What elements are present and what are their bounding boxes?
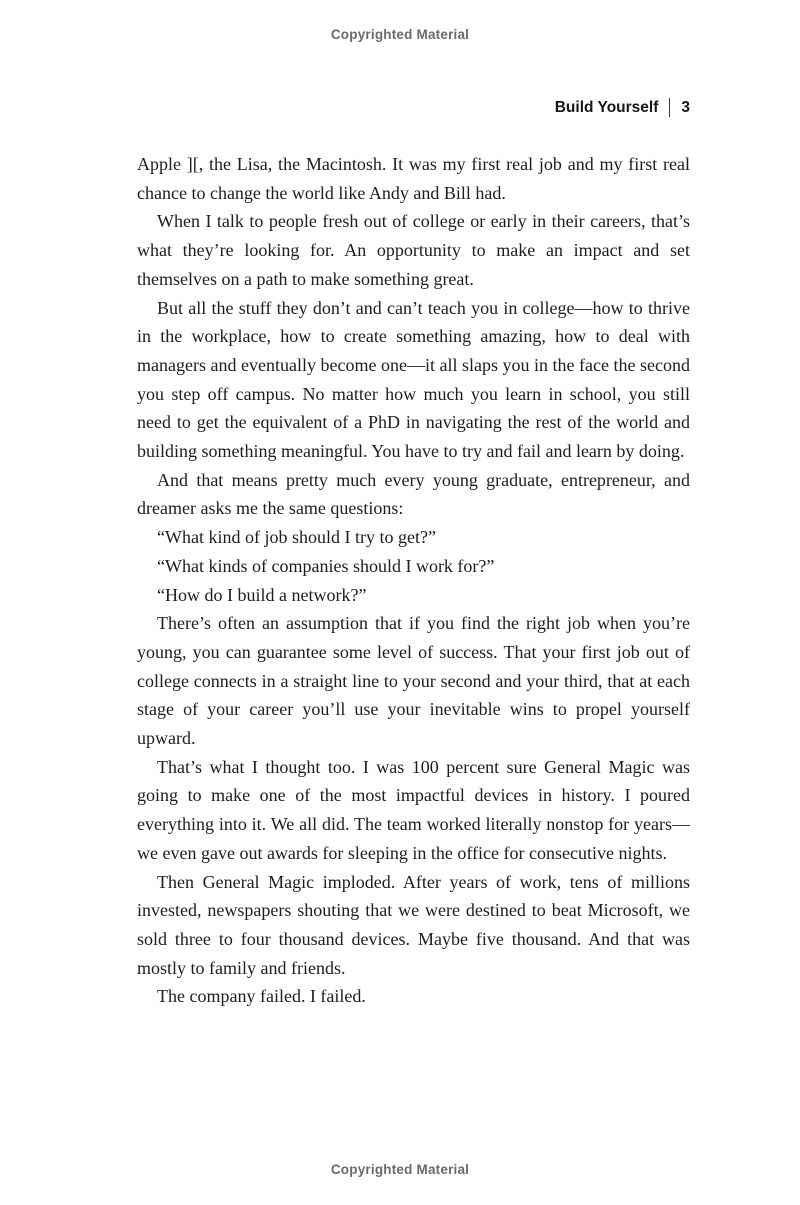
paragraph: But all the stuff they don’t and can’t teach you in college—how to thrive in the workplace, how to create something amazing, how to deal with managers and eventually become one—it all slaps you in the face the second you step off campus. No matter how much you learn in school, you still need to get the equivalent of a PhD in navigating the rest of the world and building something meaningful. You have to try and fail and learn by doing. <box>137 297 690 462</box>
page-number: 3 <box>681 98 690 116</box>
chapter-title: Build Yourself <box>554 98 659 116</box>
copyright-notice-bottom: Copyrighted Material <box>330 1162 470 1177</box>
paragraph: The company failed. I failed. <box>157 986 366 1007</box>
paragraph: And that means pretty much every young graduate, entrepreneur, and dreamer asks me the same questions: <box>137 469 690 519</box>
paragraph: “What kind of job should I try to get?” <box>157 527 436 548</box>
paragraph: “What kinds of companies should I work for?” <box>157 555 495 576</box>
paragraph: When I talk to people fresh out of college or early in their careers, that’s what they’re looking for. An opportunity to make an impact and set themselves on a path to make something great. <box>137 211 690 289</box>
header-divider <box>669 98 670 117</box>
copyright-notice-top: Copyrighted Material <box>330 27 470 42</box>
page-body <box>137 150 690 1011</box>
running-header <box>137 98 690 117</box>
paragraph: “How do I build a network?” <box>157 584 367 605</box>
paragraph: Apple ][, the Lisa, the Macintosh. It was my first real job and my first real chance to change the world like Andy and Bill had. <box>137 154 690 203</box>
paragraph: That’s what I thought too. I was 100 percent sure General Magic was going to make one of the most impactful devices in history. I poured everything into it. We all did. The team worked literally nonstop for years—we even gave out awards for sleeping in the office for consecutive nights. <box>137 756 690 863</box>
paragraph: Then General Magic imploded. After years of work, tens of millions invested, newspapers shouting that we were destined to beat Microsoft, we sold three to four thousand devices. Maybe five thousand. And that was mostly to family and friends. <box>137 871 690 978</box>
paragraph: There’s often an assumption that if you find the right job when you’re young, you can guarantee some level of success. That your first job out of college connects in a straight line to your second and your third, that at each stage of your career you’ll use your inevitable wins to propel yourself upward. <box>137 613 690 749</box>
